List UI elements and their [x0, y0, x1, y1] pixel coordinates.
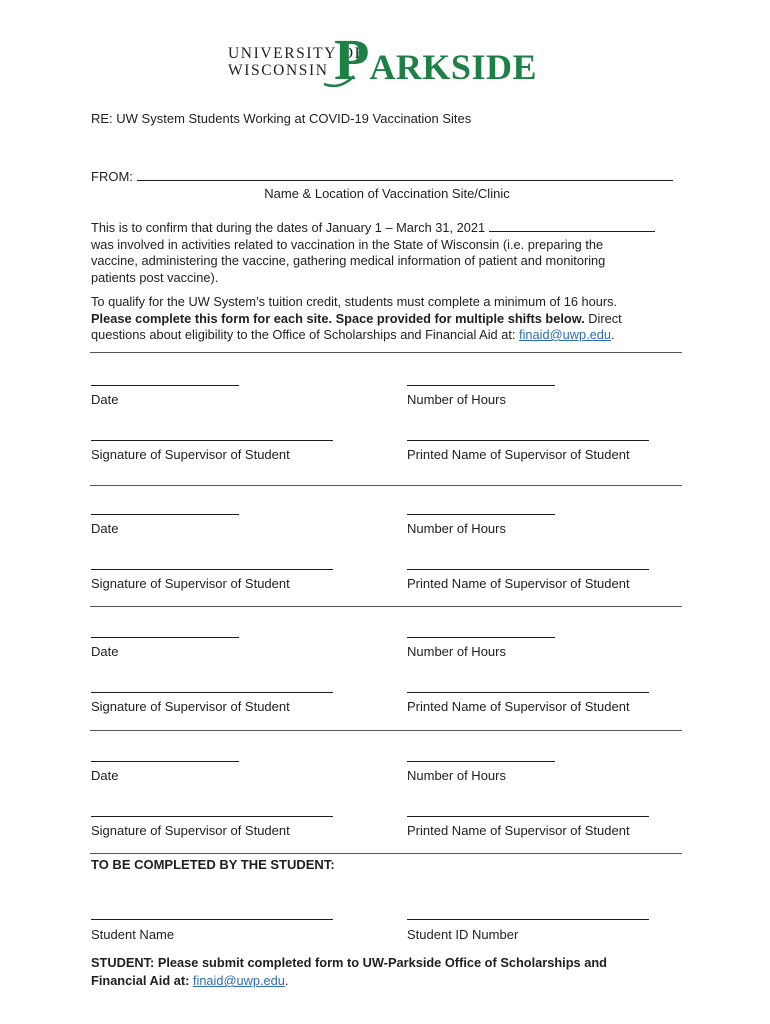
re-line: RE: UW System Students Working at COVID-19 Vaccination Sites [91, 111, 472, 126]
from-row [91, 169, 673, 185]
shift-signature-label: Signature of Supervisor of Student [91, 823, 290, 838]
shift-hours-line[interactable] [407, 761, 555, 762]
logo-initial: P [334, 27, 370, 92]
confirm-line-1-row [91, 220, 691, 237]
shift-hours-line[interactable] [407, 385, 555, 386]
qualify-line-2-rest: Direct [584, 310, 622, 326]
shift-date-line[interactable] [91, 514, 239, 515]
qualify-line-3-suffix: . [610, 327, 615, 342]
shift-printed-name-label: Printed Name of Supervisor of Student [407, 699, 630, 714]
shift-printed-name-line[interactable] [407, 816, 649, 817]
shift-divider [90, 853, 682, 854]
student-name-blank[interactable] [489, 220, 655, 232]
logo-parkside [334, 27, 537, 92]
shift-divider [90, 606, 682, 607]
confirm-line-1: This is to confirm that during the dates of January 1 – March 31, 2021 [91, 220, 486, 235]
shift-signature-label: Signature of Supervisor of Student [91, 576, 290, 591]
shift-hours-label: Number of Hours [407, 644, 506, 659]
confirm-line-2: was involved in activities related to vaccination in the State of Wisconsin (i.e. preparing the [91, 236, 604, 252]
logo-rest: ARKSIDE [369, 47, 537, 87]
shift-divider [90, 730, 682, 731]
shift-date-line[interactable] [91, 637, 239, 638]
qualify-line-3-prefix: questions about eligibility to the Office of Scholarships and Financial Aid at: [91, 327, 520, 342]
qualify-bold-instruction: Please complete this form for each site. Space provided for multiple shifts below. [91, 310, 585, 326]
student-name-line[interactable] [91, 919, 333, 920]
submit-line-1: STUDENT: Please submit completed form to UW-Parkside Office of Scholarships and [91, 955, 607, 970]
uw-parkside-logo [228, 27, 544, 92]
from-caption: Name & Location of Vaccination Site/Clinic [264, 186, 510, 201]
submit-suffix: . [284, 973, 289, 988]
confirm-paragraph [91, 220, 691, 286]
finaid-email-link[interactable]: finaid@uwp.edu [519, 327, 611, 342]
shift-printed-name-line[interactable] [407, 692, 649, 693]
qualify-line-1: To qualify for the UW System’s tuition credit, students must complete a minimum of 16 hours. [91, 294, 618, 309]
shift-hours-label: Number of Hours [407, 392, 506, 407]
shift-hours-label: Number of Hours [407, 521, 506, 536]
shift-signature-line[interactable] [91, 816, 333, 817]
shift-hours-label: Number of Hours [407, 768, 506, 783]
from-blank[interactable] [137, 169, 673, 181]
shift-date-line[interactable] [91, 385, 239, 386]
shift-date-label: Date [91, 768, 119, 783]
shift-printed-name-label: Printed Name of Supervisor of Student [407, 576, 630, 591]
submit-line-2-text: Financial Aid at: [91, 973, 193, 988]
submit-line-2 [91, 972, 691, 990]
shift-date-label: Date [91, 521, 119, 536]
student-id-label: Student ID Number [407, 927, 519, 942]
shift-signature-label: Signature of Supervisor of Student [91, 447, 290, 462]
submit-instruction [91, 954, 691, 990]
shift-date-label: Date [91, 392, 119, 407]
submit-email-link[interactable]: finaid@uwp.edu [192, 973, 285, 988]
confirm-line-3: vaccine, administering the vaccine, gathering medical information of patient and monitoring [91, 253, 606, 268]
shift-hours-line[interactable] [407, 514, 555, 515]
shift-signature-line[interactable] [91, 440, 333, 441]
shift-printed-name-label: Printed Name of Supervisor of Student [407, 447, 630, 462]
shift-divider [90, 485, 682, 486]
shift-hours-line[interactable] [407, 637, 555, 638]
shift-printed-name-line[interactable] [407, 569, 649, 570]
shift-date-label: Date [91, 644, 119, 659]
shift-signature-line[interactable] [91, 569, 333, 570]
from-label: FROM: [91, 169, 133, 184]
qualify-line-3 [91, 327, 691, 344]
shift-printed-name-label: Printed Name of Supervisor of Student [407, 823, 630, 838]
student-id-line[interactable] [407, 919, 649, 920]
logo-line-university: UNIVERSITY OF [228, 45, 365, 62]
shift-date-line[interactable] [91, 761, 239, 762]
qualify-paragraph [91, 294, 691, 344]
section-divider [90, 352, 682, 353]
qualify-line-2 [91, 311, 691, 328]
student-section-heading: TO BE COMPLETED BY THE STUDENT: [91, 857, 335, 872]
shift-signature-label: Signature of Supervisor of Student [91, 699, 290, 714]
confirm-line-4: patients post vaccine). [91, 269, 219, 285]
student-name-label: Student Name [91, 927, 175, 942]
shift-signature-line[interactable] [91, 692, 333, 693]
shift-printed-name-line[interactable] [407, 440, 649, 441]
logo-line-wisconsin: WISCONSIN [228, 62, 329, 79]
